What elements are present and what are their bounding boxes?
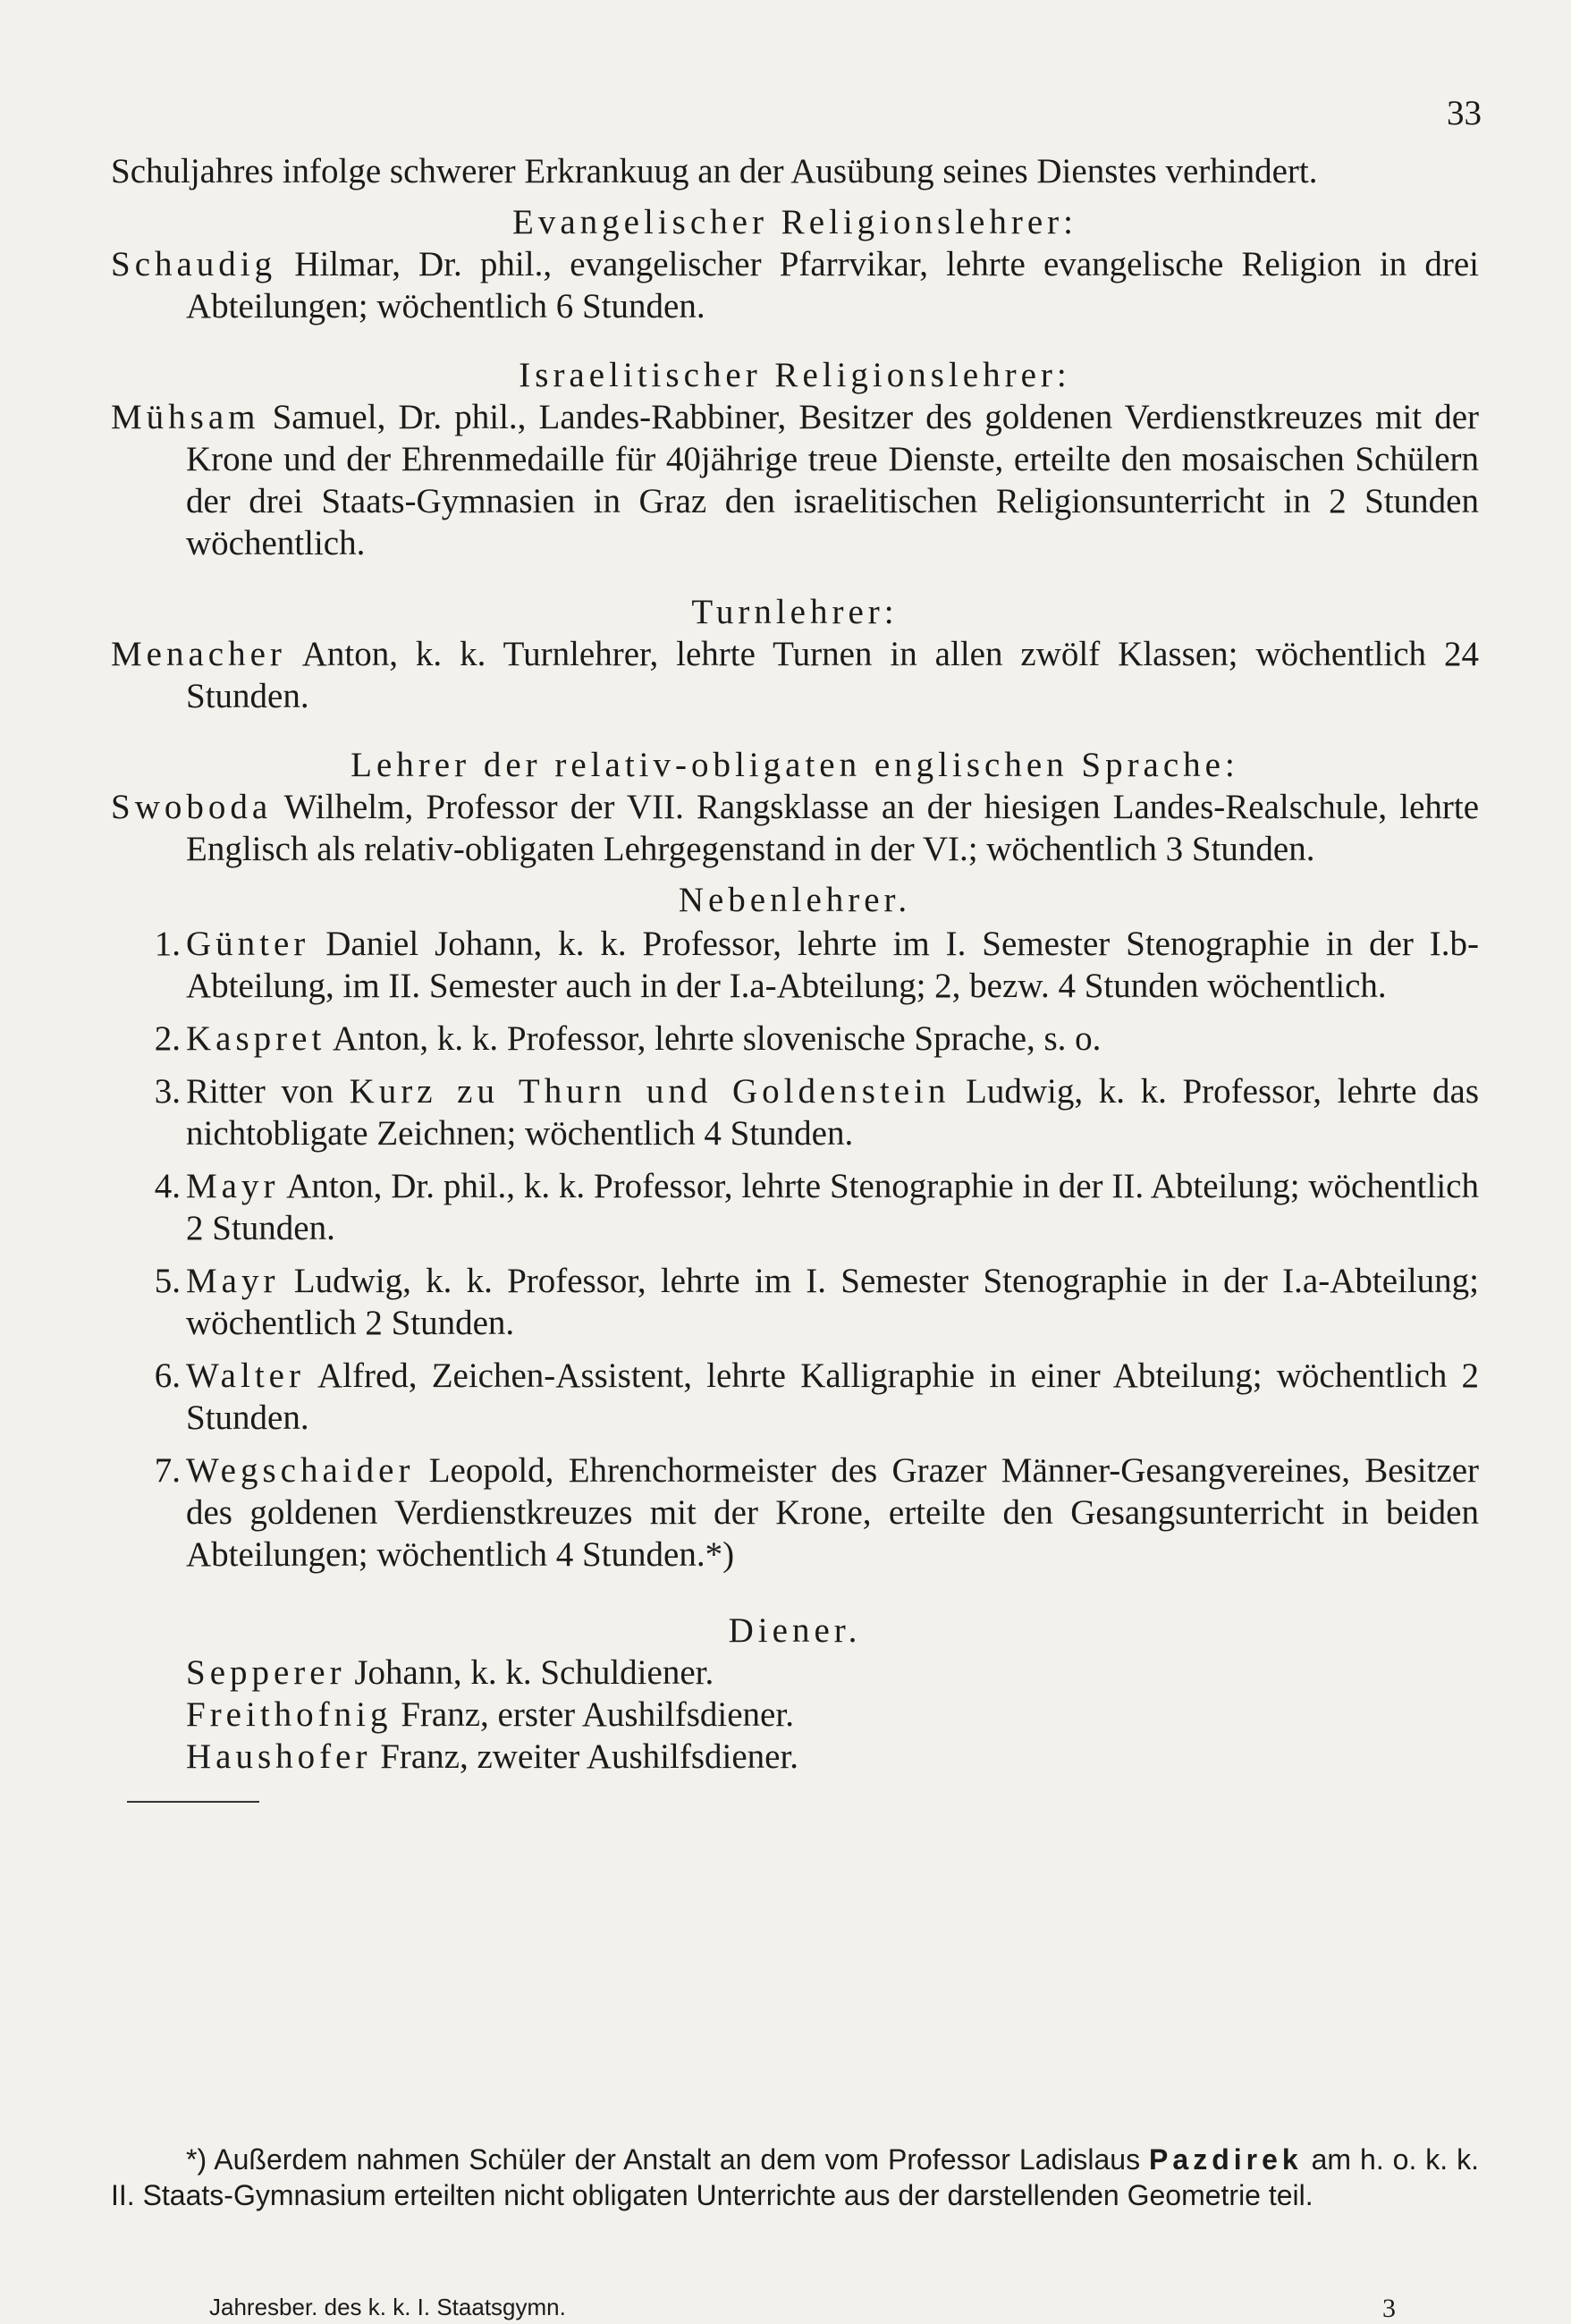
- servant-name: Haushofer: [186, 1737, 372, 1776]
- footnote-part: *) Außerdem nahmen Schüler der Anstalt an dem vom Professor Ladislaus: [186, 2143, 1141, 2176]
- item-number: 7.: [154, 1451, 181, 1490]
- servant-name: Freithofnig: [186, 1695, 393, 1734]
- entry-text: Daniel Johann, k. k. Professor, lehrte im I. Semester Stenographie in der I.b-Abteilung, im II. Semester auch in der I.a-Abteilung; 2, bezw. 4 Stunden wöchentlich.: [186, 925, 1479, 1005]
- heading-english: Lehrer der relativ-obligaten englischen Sprache:: [351, 746, 1239, 784]
- entry-text: Franz, zweiter Aushilfsdiener.: [380, 1737, 799, 1776]
- teacher-name: Swoboda: [111, 788, 273, 826]
- footnote-text: [111, 2142, 1479, 2213]
- intro-paragraph: Schuljahres infolge schwerer Erkrankuug an der Ausübung seines Dienstes verhindert.: [111, 152, 1318, 190]
- page-footer: [209, 2294, 1396, 2324]
- entry-israelite: [111, 396, 1479, 564]
- entry-text: Wilhelm, Professor der VII. Rangsklasse an der hiesigen Landes-Realschule, lehrte Englisch als relativ-obligaten Lehrgegenstand in der VI.; wöchentlich 3 Stunden.: [186, 788, 1480, 868]
- main-text: [111, 150, 1479, 1803]
- servant-name: Sepperer: [186, 1653, 346, 1692]
- heading-secondary-teachers: Nebenlehrer.: [678, 881, 912, 919]
- list-item: [111, 923, 1479, 1007]
- entry-text: Anton, k. k. Professor, lehrte slovenische Sprache, s. o.: [332, 1019, 1102, 1058]
- teacher-name: Mayr: [186, 1167, 280, 1205]
- footnote: [111, 2142, 1479, 2213]
- heading-servants: Diener.: [728, 1611, 862, 1650]
- teacher-name: Menacher: [111, 635, 286, 673]
- page-number: 33: [1447, 94, 1482, 132]
- list-item: [186, 1652, 1479, 1694]
- list-item: [186, 1694, 1479, 1736]
- list-item: [111, 1355, 1479, 1439]
- teacher-name: Mayr: [186, 1262, 280, 1300]
- secondary-teachers-list: [111, 923, 1479, 1576]
- name-prefix: Ritter von: [186, 1072, 334, 1111]
- entry-text: Franz, erster Aushilfsdiener.: [401, 1695, 794, 1734]
- teacher-name: Schaudig: [111, 245, 277, 283]
- list-item: [186, 1736, 1479, 1778]
- footer-signature: Jahresber. des k. k. I. Staatsgymn.: [209, 2294, 566, 2320]
- entry-gymnastics: [111, 633, 1479, 717]
- footnote-rule: [127, 1801, 259, 1803]
- teacher-name: Kurz zu Thurn und Goldenstein: [349, 1072, 950, 1111]
- teacher-name: Walter: [186, 1356, 305, 1395]
- item-number: 4.: [154, 1167, 181, 1205]
- entry-text: Ludwig, k. k. Professor, lehrte im I. Semester Stenographie in der I.a-Abteilung; wöchentlich 2 Stunden.: [186, 1262, 1480, 1342]
- entry-evangelical: [111, 243, 1479, 327]
- item-number: 3.: [154, 1072, 181, 1111]
- footnote-part: am h. o. k. k. II. Staats-Gymnasium erteilten nicht obligaten Unterrichte aus der darstellenden Geometrie teil.: [111, 2143, 1480, 2211]
- heading-evangelical: Evangelischer Religionslehrer:: [512, 203, 1077, 241]
- servants-list: [111, 1652, 1479, 1778]
- list-item: [111, 1018, 1479, 1060]
- entry-english: [111, 786, 1479, 870]
- item-number: 5.: [154, 1262, 181, 1300]
- heading-gymnastics: Turnlehrer:: [691, 593, 899, 631]
- entry-text: Anton, k. k. Turnlehrer, lehrte Turnen in allen zwölf Klassen; wöchentlich 24 Stunden.: [186, 635, 1479, 715]
- entry-text: Johann, k. k. Schuldiener.: [354, 1653, 714, 1692]
- item-number: 6.: [154, 1356, 181, 1395]
- entry-text: Alfred, Zeichen-Assistent, lehrte Kalligraphie in einer Abteilung; wöchentlich 2 Stunden.: [186, 1356, 1479, 1437]
- teacher-name: Günter: [186, 925, 310, 963]
- heading-israelite: Israelitischer Religionslehrer:: [519, 356, 1071, 394]
- entry-text: Leopold, Ehrenchormeister des Grazer Männer-Gesangvereines, Besitzer des goldenen Verdienstkreuzes mit der Krone, erteilte den Gesangsunterricht in beiden Abteilungen; wöchentlich 4 Stunden.*): [186, 1451, 1479, 1574]
- list-item: [111, 1165, 1479, 1249]
- footnote-name: Pazdirek: [1149, 2143, 1303, 2176]
- list-item: [111, 1070, 1479, 1154]
- teacher-name: Wegschaider: [186, 1451, 415, 1490]
- item-number: 2.: [154, 1019, 181, 1058]
- list-item: [111, 1260, 1479, 1344]
- entry-text: Samuel, Dr. phil., Landes-Rabbiner, Besitzer des goldenen Verdienstkreuzes mit der Krone und der Ehrenmedaille für 40jährige treue Dienste, erteilte den mosaischen Schülern der drei Staats-Gymnasien in Graz den israelitischen Religionsunterricht in 2 Stunden wöchentlich.: [186, 398, 1479, 562]
- footer-sheet-number: 3: [1382, 2294, 1396, 2323]
- item-number: 1.: [154, 925, 181, 963]
- entry-text: Ludwig, k. k. Professor, lehrte das nichtobligate Zeichnen; wöchentlich 4 Stunden.: [186, 1072, 1480, 1153]
- entry-text: Anton, Dr. phil., k. k. Professor, lehrte Stenographie in der II. Abteilung; wöchentlich 2 Stunden.: [186, 1167, 1479, 1247]
- entry-text: Hilmar, Dr. phil., evangelischer Pfarrvikar, lehrte evangelische Religion in drei Abteilungen; wöchentlich 6 Stunden.: [186, 245, 1480, 325]
- teacher-name: Mühsam: [111, 398, 260, 436]
- teacher-name: Kaspret: [186, 1019, 326, 1058]
- list-item: [111, 1449, 1479, 1576]
